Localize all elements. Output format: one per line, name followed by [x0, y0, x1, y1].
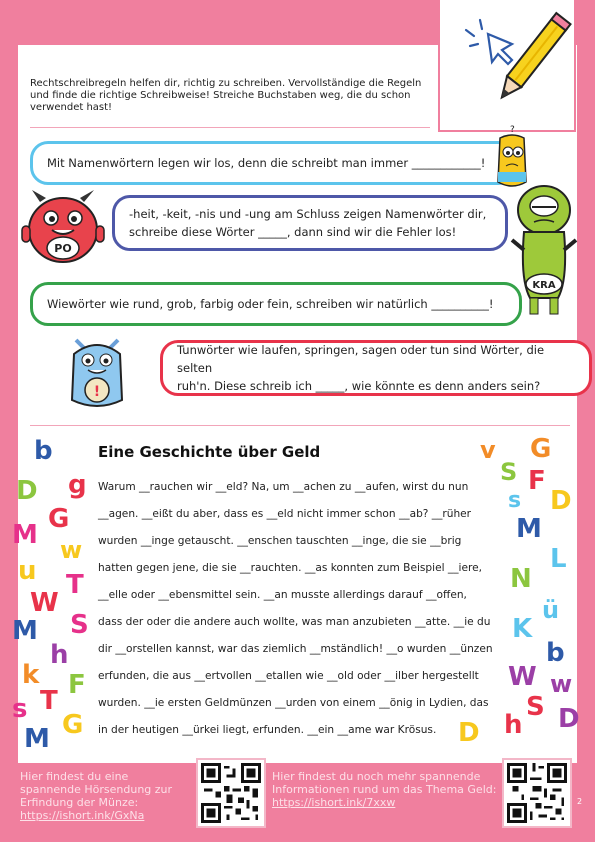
letter-tile[interactable]: F: [528, 466, 546, 496]
footer-left-text: [20, 770, 192, 822]
letter-tile[interactable]: b: [546, 638, 565, 668]
letter-tile[interactable]: w: [550, 670, 573, 698]
letter-tile[interactable]: K: [512, 614, 533, 644]
letter-tile[interactable]: w: [60, 536, 83, 564]
letter-tile[interactable]: g: [68, 470, 87, 500]
footer-left-link[interactable]: https://ishort.ink/GxNa: [20, 809, 145, 822]
letter-tile[interactable]: S: [70, 610, 89, 640]
letter-tile[interactable]: S: [500, 458, 518, 486]
rule-bubble-adjectives: [30, 282, 522, 326]
letter-tile[interactable]: G: [48, 504, 70, 534]
letter-tile[interactable]: L: [550, 544, 567, 574]
intro-divider: [30, 127, 430, 128]
letter-tile[interactable]: k: [22, 660, 40, 690]
letter-tile[interactable]: M: [12, 520, 38, 550]
question-mark: ?: [510, 125, 515, 135]
letter-tile[interactable]: u: [18, 556, 37, 586]
rule-text: Mit Namenwörtern legen wir los, denn die schreibt man immer ____________!: [47, 156, 486, 170]
letter-tile[interactable]: D: [550, 486, 572, 516]
story-line: erfunden, die aus __ertvollen __etallen wie __old oder __ilber hergestellt: [98, 670, 479, 682]
letter-tile[interactable]: h: [504, 710, 523, 740]
qr-code-left[interactable]: [196, 758, 266, 828]
letter-tile[interactable]: T: [40, 686, 58, 716]
story-line: wurden. __ie ersten Geldmünzen __urden von einem __önig in Lydien, das: [98, 697, 489, 709]
letter-tile[interactable]: h: [50, 640, 69, 670]
letter-tile[interactable]: s: [508, 488, 522, 513]
letter-tile[interactable]: S: [526, 692, 545, 722]
footer-right-link[interactable]: https://ishort.ink/7xxw: [272, 796, 396, 809]
footer-right-text: [272, 770, 498, 809]
story-line: dir __orstellen kannst, war das ziemlich __mständlich! __o wurden __ünzen: [98, 643, 493, 655]
qr-code-right[interactable]: [502, 758, 572, 828]
icon-tag: [438, 0, 576, 132]
letter-tile[interactable]: b: [34, 436, 53, 466]
story-line: dass der oder die andere auch wollte, was man anzubieten __atte. __ie du: [98, 616, 491, 628]
story-title: Eine Geschichte über Geld: [98, 443, 321, 461]
rule-text-line1: -heit, -keit, -nis und -ung am Schluss zeigen Namenwörter dir,: [129, 207, 487, 221]
letter-tile[interactable]: D: [16, 476, 38, 506]
letter-tile[interactable]: ü: [542, 596, 560, 624]
letter-tile[interactable]: W: [30, 588, 59, 618]
exclaim-mark: !: [93, 384, 101, 400]
letter-tile[interactable]: G: [530, 434, 552, 464]
letter-tile[interactable]: M: [24, 724, 50, 754]
po-label: PO: [54, 242, 72, 255]
rule-text-line2: ruh'n. Diese schreib ich _____, wie könnte es denn anders sein?: [177, 379, 541, 393]
story-line: Warum __rauchen wir __eld? Na, um __achen zu __aufen, wirst du nun: [98, 481, 469, 493]
letter-tile[interactable]: N: [510, 564, 532, 594]
rule-bubble-verbs: [160, 340, 592, 396]
story-line: hatten gegen jene, die sie __rauchten. __as konnten zum Beispiel __iere,: [98, 562, 482, 574]
story-line: in der heutigen __ürkei liegt, erfunden. __ein __ame war Krösus.: [98, 724, 437, 736]
intro-text: Rechtschreibregeln helfen dir, richtig zu schreiben. Vervollständige die Regeln und finde die richtige Schreibweise! Streiche Buchstaben weg, die du schon verwendet hast!: [30, 78, 422, 113]
footer-left-description: Hier findest du eine spannende Hörsendung zur Erfindung der Münze:: [20, 770, 173, 809]
rule-bubble-suffixes: [112, 195, 508, 251]
letter-tile[interactable]: G: [62, 710, 84, 740]
letter-tile[interactable]: F: [68, 670, 86, 700]
rule-text-line1: Tunwörter wie laufen, springen, sagen oder tun sind Wörter, die selten: [177, 343, 545, 375]
letter-tile[interactable]: D: [558, 704, 580, 734]
blue-monster-illustration: [62, 330, 132, 416]
story-line: wurden __inge getauscht. __enschen tauschten __inge, die sie __brig: [98, 535, 462, 547]
section-divider: [30, 425, 570, 426]
story-line: __agen. __eißt du aber, dass es __eld nicht immer schon __ab? __rüher: [98, 508, 472, 520]
story-line: __elle oder __ebensmittel sein. __an musste allerdings darauf __offen,: [98, 589, 467, 601]
qr-code-icon: [201, 763, 261, 823]
letter-tile[interactable]: T: [66, 570, 84, 600]
letter-tile[interactable]: v: [480, 436, 496, 464]
kra-label: KRA: [532, 280, 556, 291]
rule-text: Wiewörter wie rund, grob, farbig oder fein, schreiben wir natürlich __________!: [47, 297, 494, 311]
letter-tile[interactable]: s: [12, 694, 28, 724]
rule-bubble-nouns: [30, 141, 516, 185]
letter-tile[interactable]: M: [12, 616, 38, 646]
rule-text-line2: schreibe diese Wörter _____, dann sind wir die Fehler los!: [129, 225, 457, 239]
red-monster-illustration: [18, 188, 108, 274]
letter-tile[interactable]: M: [516, 514, 542, 544]
story-text: [98, 474, 498, 748]
cursor-pencil-icon: [440, 0, 574, 130]
qr-code-icon: [507, 763, 567, 823]
green-alien-illustration: [510, 180, 580, 324]
page-number: 2: [577, 797, 583, 806]
footer-right-description: Hier findest du noch mehr spannende Informationen rund um das Thema Geld:: [272, 770, 497, 796]
letter-tile[interactable]: W: [508, 662, 537, 692]
letter-tile[interactable]: D: [458, 718, 480, 748]
